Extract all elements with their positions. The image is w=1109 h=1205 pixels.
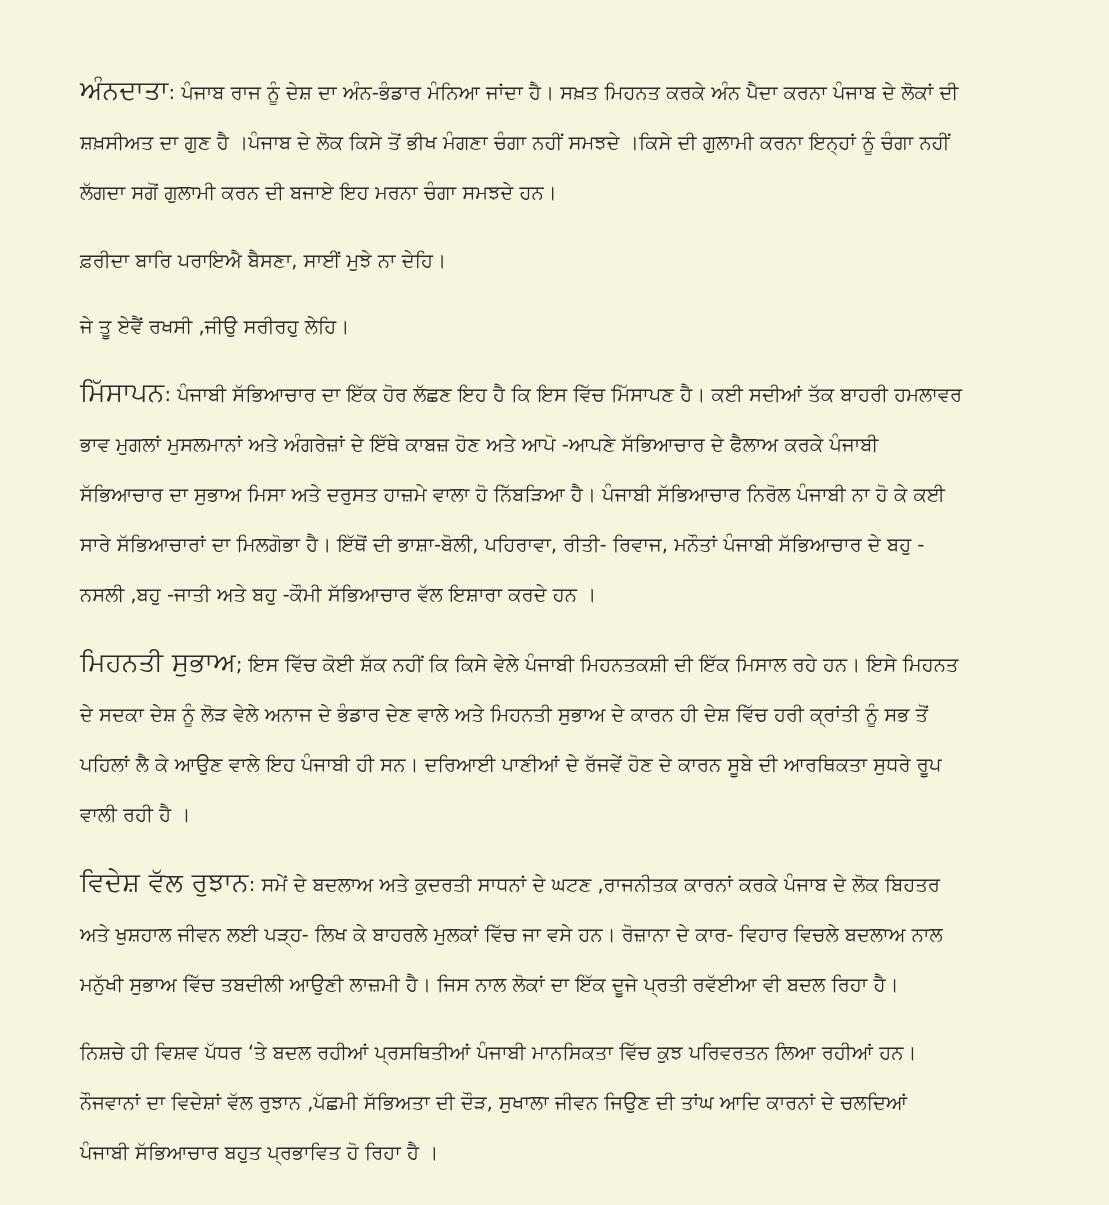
section-heading: ਮਿਹਨਤੀ ਸੁਭਾਅ [80,648,236,678]
paragraph-text: ਪੰਜਾਬ ਰਾਜ ਨੂੰ ਦੇਸ਼ ਦਾ ਅੰਨ-ਭੰਡਾਰ ਮੰਨਿਆ ਜਾਂਦਾ ਹੈ। ਸਖ਼ਤ ਮਿਹਨਤ ਕਰਕੇ ਅੰਨ ਪੈਦਾ ਕਰਨਾ ਪੰਜਾਬ ਦੇ ਲੋਕਾਂ ਦੀ [181,81,959,104]
paragraph-line: ਲੱਗਦਾ ਸਗੋਂ ਗੁਲਾਮੀ ਕਰਨ ਦੀ ਬਜਾਏ ਇਹ ਮਰਨਾ ਚੰਗਾ ਸਮਝਦੇ ਹਨ। [80,181,557,204]
paragraph-line: ਸੱਭਿਆਚਾਰ ਦਾ ਸੁਭਾਅ ਮਿਸਾ ਅਤੇ ਦਰੁਸਤ ਹਾਜ਼ਮੇ ਵਾਲਾ ਹੋ ਨਿੱਬੜਿਆ ਹੈ। ਪੰਜਾਬੀ ਸੱਭਿਆਚਾਰ ਨਿਰੋਲ ਪੰਜਾਬੀ ਨਾ ਹੋ ਕੇ ਕਈ [80,483,945,506]
paragraph-line: ਮਨੁੱਖੀ ਸੁਭਾਅ ਵਿੱਚ ਤਬਦੀਲੀ ਆਉਣੀ ਲਾਜ਼ਮੀ ਹੈ। ਜਿਸ ਨਾਲ ਲੋਕਾਂ ਦਾ ਇੱਕ ਦੂਜੇ ਪ੍ਰਤੀ ਰਵੱਈਆ ਵੀ ਬਦਲ ਰਿਹਾ ਹੈ। [80,973,899,996]
heading-separator: ; [235,653,249,676]
paragraph-line: ਪਹਿਲਾਂ ਲੈ ਕੇ ਆਉਣ ਵਾਲੇ ਇਹ ਪੰਜਾਬੀ ਹੀ ਸਨ। ਦਰਿਆਈ ਪਾਣੀਆਂ ਦੇ ਰੱਜਵੇਂ ਹੋਣ ਦੇ ਕਾਰਨ ਸੂਬੇ ਦੀ ਆਰਥਿਕਤਾ ਸੁਧਰੇ ਰੂਪ [80,753,942,776]
paragraph-line [80,638,1053,690]
section-heading: ਮਿੱਸਾਪਨ [80,378,165,408]
paragraph-line: ਅਤੇ ਖੁਸ਼ਹਾਲ ਜੀਵਨ ਲਈ ਪੜ੍ਹ- ਲਿਖ ਕੇ ਬਾਹਰਲੇ ਮੁਲਕਾਂ ਵਿੱਚ ਜਾ ਵਸੇ ਹਨ। ਰੋਜ਼ਾਨਾ ਦੇ ਕਾਰ- ਵਿਹਾਰ ਵਿਚਲੇ ਬਦਲਾਅ ਨਾਲ [80,923,943,946]
paragraph-line: ਵਾਲੀ ਰਹੀ ਹੈ । [80,803,191,826]
paragraph-text: ਪੰਜਾਬੀ ਸੱਭਿਆਚਾਰ ਦਾ ਇੱਕ ਹੋਰ ਲੱਛਣ ਇਹ ਹੈ ਕਿ ਇਸ ਵਿੱਚ ਮਿੱਸਾਪਣ ਹੈ। ਕਈ ਸਦੀਆਂ ਤੱਕ ਬਾਹਰੀ ਹਮਲਾਵਰ [177,383,963,406]
paragraph-text: ਸਮੇਂ ਦੇ ਬਦਲਾਅ ਅਤੇ ਕੁਦਰਤੀ ਸਾਧਨਾਂ ਦੇ ਘਟਣ ,ਰਾਜਨੀਤਕ ਕਾਰਨਾਂ ਕਰਕੇ ਪੰਜਾਬ ਦੇ ਲੋਕ ਬਿਹਤਰ [261,873,940,896]
heading-separator: : [248,873,262,896]
closing-paragraph [80,1028,1053,1178]
paragraph-line [80,368,1053,420]
paragraph-line: ਸਾਰੇ ਸੱਭਿਆਚਾਰਾਂ ਦਾ ਮਿਲਗੋਭਾ ਹੈ। ਇੱਥੋਂ ਦੀ ਭਾਸ਼ਾ-ਬੋਲੀ, ਪਹਿਰਾਵਾ, ਰੀਤੀ- ਰਿਵਾਜ, ਮਨੌਤਾਂ ਪੰਜਾਬੀ ਸੱਭਿਆਚਾਰ ਦੇ ਬਹੁ - [80,533,925,556]
paragraph-line: ਭਾਵ ਮੁਗਲਾਂ ਮੁਸਲਮਾਨਾਂ ਅਤੇ ਅੰਗਰੇਜ਼ਾਂ ਦੇ ਇੱਥੇ ਕਾਬਜ਼ ਹੋਣ ਅਤੇ ਆਪੋ -ਆਪਣੇ ਸੱਭਿਆਚਾਰ ਦੇ ਫੈਲਾਅ ਕਰਕੇ ਪੰਜਾਬੀ [80,433,879,456]
paragraph-line: ਪੰਜਾਬੀ ਸੱਭਿਆਚਾਰ ਬਹੁਤ ਪ੍ਰਭਾਵਿਤ ਹੋ ਰਿਹਾ ਹੈ । [80,1141,439,1164]
couplet-line-2: ਜੇ ਤੂ ਏਵੈਂ ਰਖਸੀ ,ਜੀਉ ਸਰੀਰਹੁ ਲੇਹਿ। [80,315,350,338]
section-mehnati-subhaa [80,638,1053,840]
section-heading: ਅੰਨਦਾਤਾ [80,76,169,106]
paragraph-line [80,858,1053,910]
heading-separator: : [164,383,178,406]
paragraph-line: ਨੌਜਵਾਨਾਂ ਦਾ ਵਿਦੇਸ਼ਾਂ ਵੱਲ ਰੁਝਾਨ ,ਪੱਛਮੀ ਸੱਭਿਅਤਾ ਦੀ ਦੌੜ, ਸੁਖਾਲਾ ਜੀਵਨ ਜਿਉਣ ਦੀ ਤਾਂਘ ਆਦਿ ਕਾਰਨਾਂ ਦੇ ਚਲਦਿਆਂ [80,1091,908,1114]
paragraph-line [80,66,1053,118]
paragraph-line: ਨਿਸ਼ਚੇ ਹੀ ਵਿਸ਼ਵ ਪੱਧਰ ‘ਤੇ ਬਦਲ ਰਹੀਆਂ ਪ੍ਰਸਥਿਤੀਆਂ ਪੰਜਾਬੀ ਮਾਨਸਿਕਤਾ ਵਿੱਚ ਕੁਝ ਪਰਿਵਰਤਨ ਲਿਆ ਰਹੀਆਂ ਹਨ। [80,1041,917,1064]
paragraph-text: ਇਸ ਵਿੱਚ ਕੋਈ ਸ਼ੱਕ ਨਹੀਂ ਕਿ ਕਿਸੇ ਵੇਲੇ ਪੰਜਾਬੀ ਮਿਹਨਤਕਸ਼ੀ ਦੀ ਇੱਕ ਮਿਸਾਲ ਰਹੇ ਹਨ। ਇਸੇ ਮਿਹਨਤ [248,653,959,676]
section-heading: ਵਿਦੇਸ਼ ਵੱਲ ਰੁਝਾਨ [80,868,249,898]
section-missapan [80,368,1053,620]
paragraph-line: ਦੇ ਸਦਕਾ ਦੇਸ਼ ਨੂੰ ਲੋੜ ਵੇਲੇ ਅਨਾਜ ਦੇ ਭੰਡਾਰ ਦੇਣ ਵਾਲੇ ਅਤੇ ਮਿਹਨਤੀ ਸੁਭਾਅ ਦੇ ਕਾਰਨ ਹੀ ਦੇਸ਼ ਵਿੱਚ ਹਰੀ ਕ੍ਰਾਂਤੀ ਨੂੰ ਸਭ ਤੋਂ [80,703,929,726]
paragraph-line: ਨਸਲੀ ,ਬਹੁ -ਜਾਤੀ ਅਤੇ ਬਹੁ -ਕੌਮੀ ਸੱਭਿਆਚਾਰ ਵੱਲ ਇਸ਼ਾਰਾ ਕਰਦੇ ਹਨ । [80,583,597,606]
section-anndata [80,66,1053,218]
heading-separator: : [168,81,182,104]
section-videsh-rujhan [80,858,1053,1010]
paragraph-line: ਸ਼ਖ਼ਸੀਅਤ ਦਾ ਗੁਣ ਹੈ ।ਪੰਜਾਬ ਦੇ ਲੋਕ ਕਿਸੇ ਤੋਂ ਭੀਖ ਮੰਗਣਾ ਚੰਗਾ ਨਹੀਂ ਸਮਝਦੇ ।ਕਿਸੇ ਦੀ ਗੁਲਾਮੀ ਕਰਨਾ ਇਨ੍ਹਾਂ ਨੂੰ ਚੰਗਾ ਨਹੀਂ [80,131,950,154]
couplet-line-1: ਫ਼ਰੀਦਾ ਬਾਰਿ ਪਰਾਇਐ ਬੈਸਣਾ, ਸਾਈਂ ਮੁਝੇ ਨਾ ਦੇਹਿ। [80,249,447,272]
